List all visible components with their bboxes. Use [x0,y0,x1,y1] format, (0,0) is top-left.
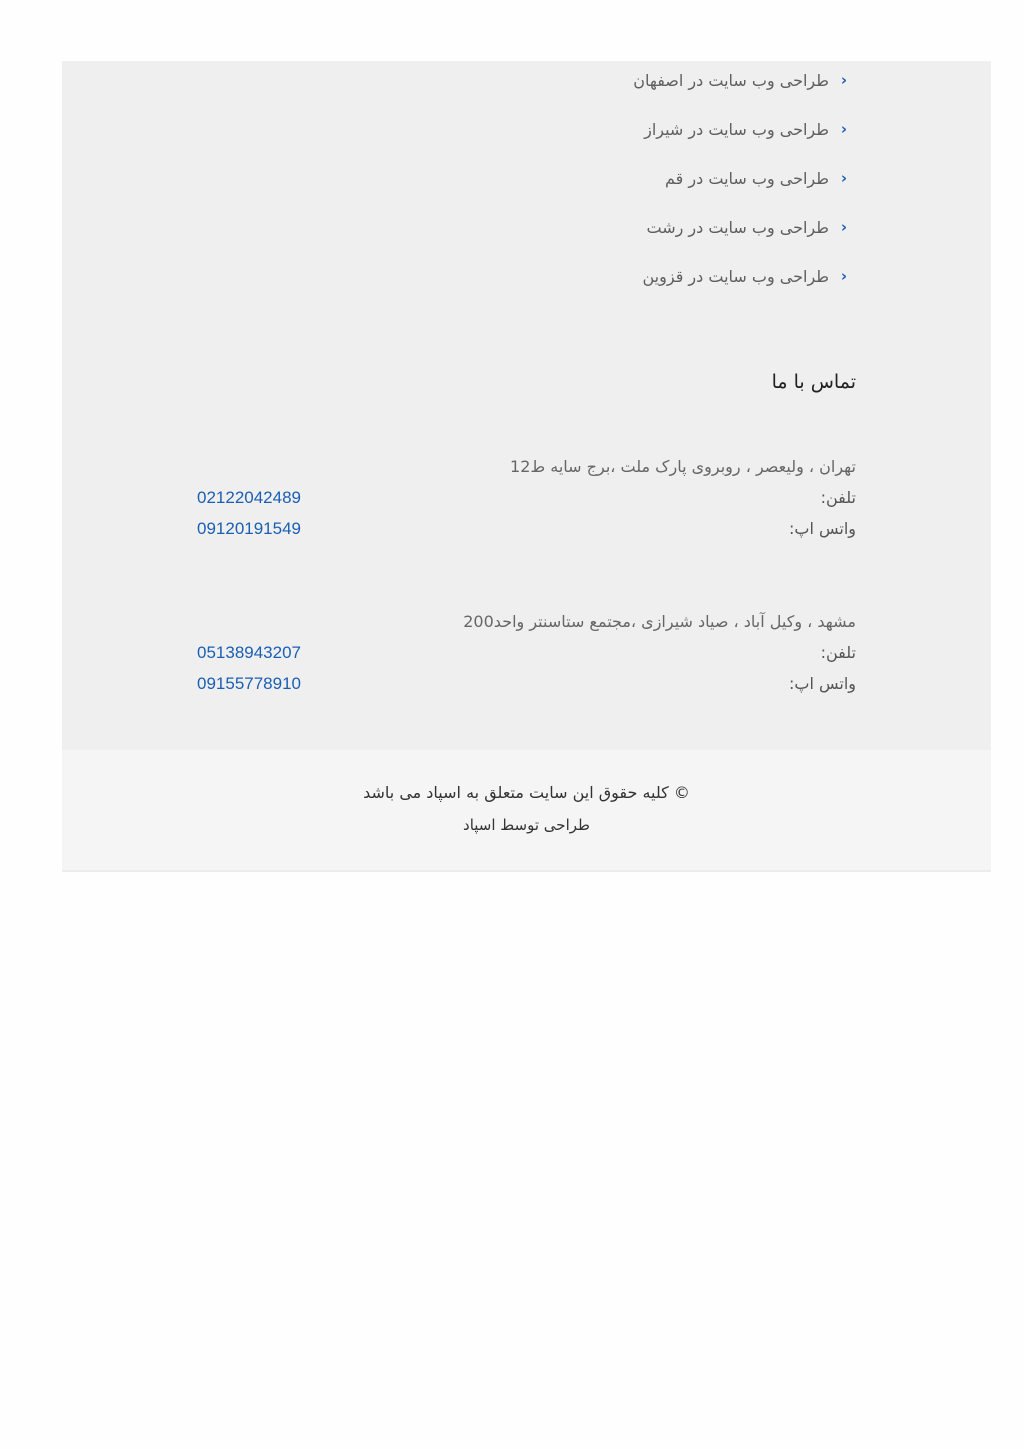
phone-label: تلفن: [820,488,856,507]
footer-panel [62,61,991,750]
office-address: تهران ، ولیعصر ، روبروی پارک ملت ،برج سایه ط12 [510,457,856,476]
phone-link[interactable]: 05138943207 [197,643,302,662]
office-mashhad [197,606,856,699]
chevron-left-icon: ‹ [840,120,847,138]
contact-title: تماس با ما [771,371,856,393]
phone-row [197,637,856,668]
whatsapp-row [197,668,856,699]
credit-prefix: طراحی توسط [495,816,590,834]
phone-row [197,482,856,513]
whatsapp-link[interactable]: 09155778910 [197,674,302,693]
phone-label: تلفن: [820,643,856,662]
whatsapp-label: واتس اپ: [788,519,856,538]
city-link-rasht[interactable] [633,208,847,257]
credit-line [62,816,991,834]
whatsapp-row [197,513,856,544]
city-link-label: طراحی وب سایت در قم [665,169,829,188]
copyright-text: © کلیه حقوق این سایت متعلق به اسپاد می باشد [363,783,690,802]
city-links-list [633,61,847,306]
office-tehran [197,451,856,544]
city-link-label: طراحی وب سایت در شیراز [644,120,829,139]
chevron-left-icon: ‹ [840,218,847,236]
city-link-isfahan[interactable] [633,61,847,110]
copyright-bar [62,750,991,872]
phone-link[interactable]: 02122042489 [197,488,302,507]
chevron-left-icon: ‹ [840,71,847,89]
whatsapp-label: واتس اپ: [788,674,856,693]
city-link-qazvin[interactable] [633,257,847,306]
city-link-label: طراحی وب سایت در قزوین [642,267,829,286]
office-address: مشهد ، وکیل آباد ، صیاد شیرازی ،مجتمع ستاسنتر واحد200 [463,612,856,631]
whatsapp-link[interactable]: 09120191549 [197,519,302,538]
city-link-label: طراحی وب سایت در رشت [646,218,829,237]
city-link-shiraz[interactable] [633,110,847,159]
city-link-label: طراحی وب سایت در اصفهان [633,71,829,90]
city-link-qom[interactable] [633,159,847,208]
chevron-left-icon: ‹ [840,169,847,187]
chevron-left-icon: ‹ [840,267,847,285]
credit-brand-link[interactable]: اسپاد [463,816,496,834]
